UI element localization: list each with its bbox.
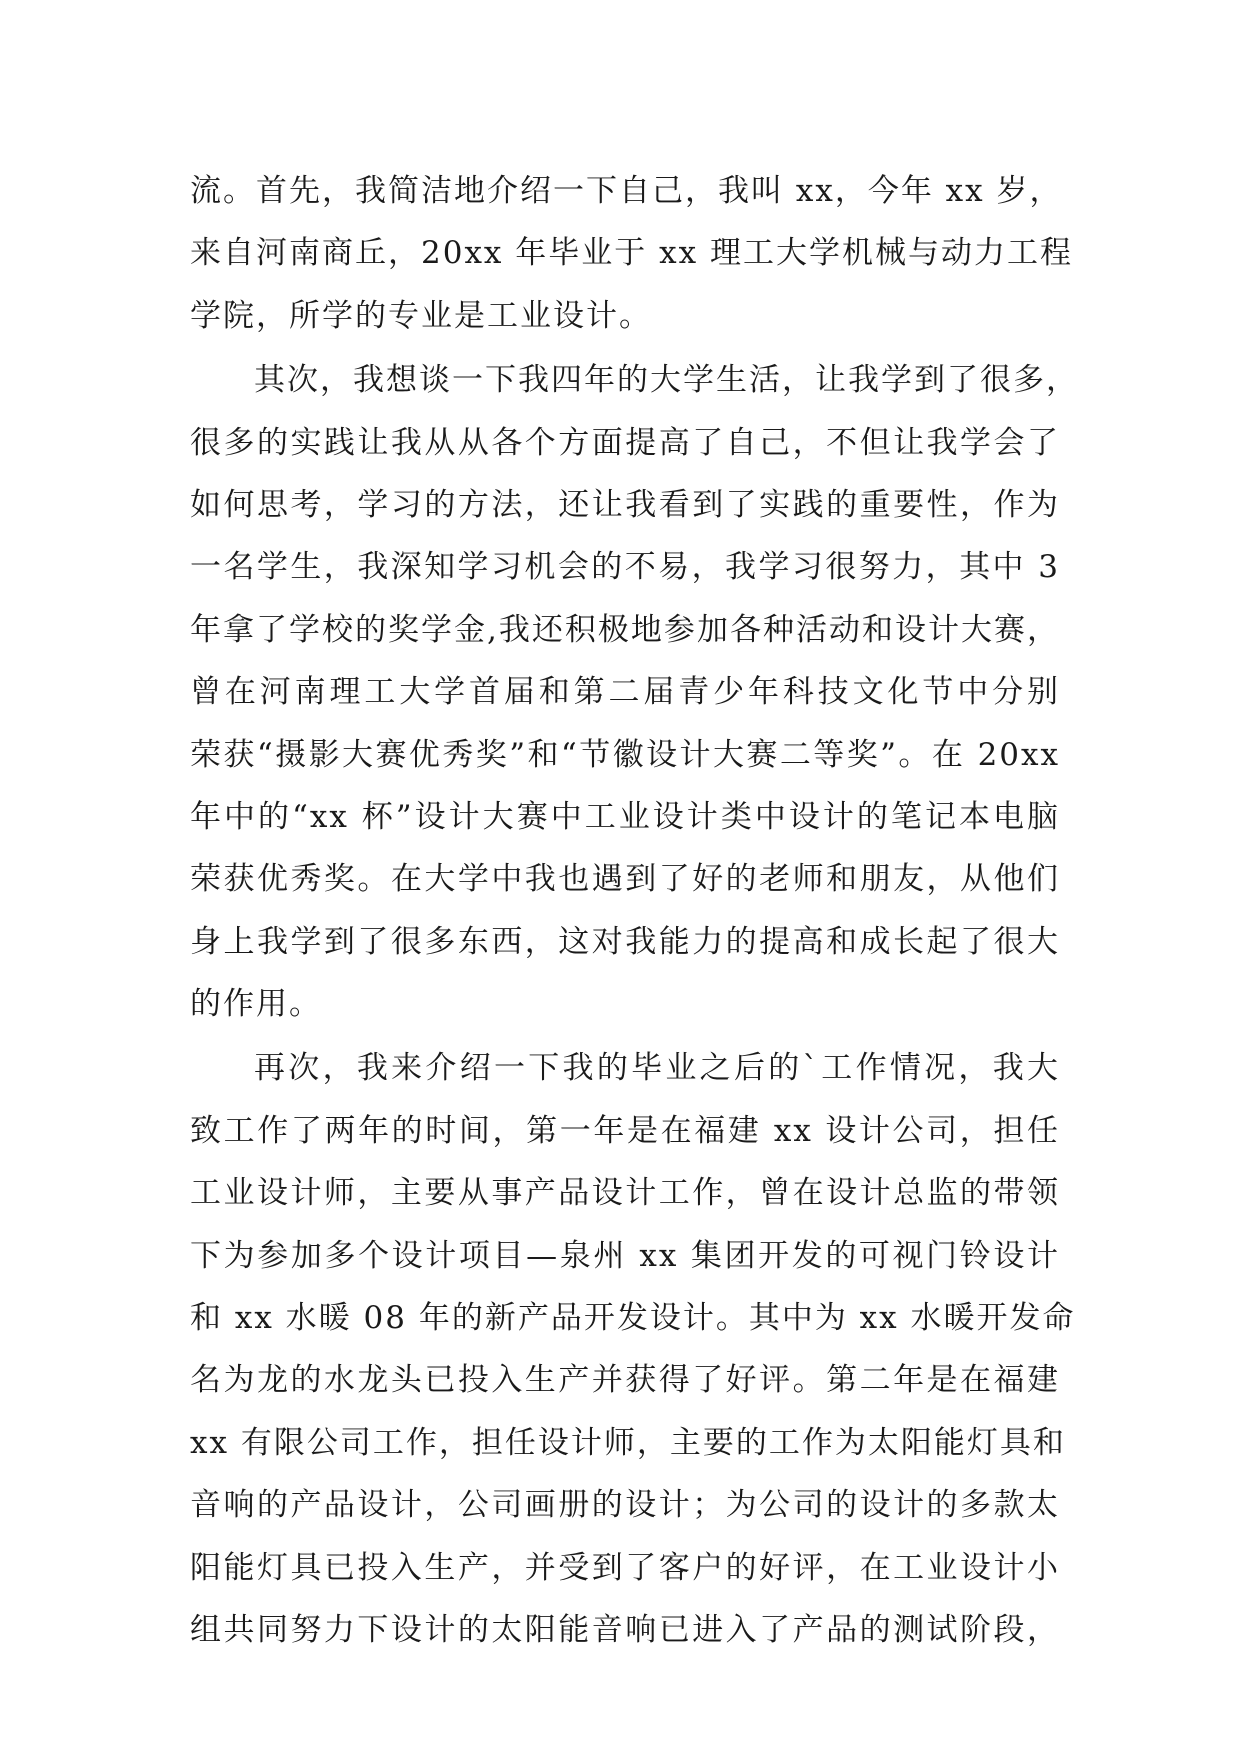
- text-line: 流。首先，我简洁地介绍一下自己，我叫 xx，今年 xx 岁，: [190, 173, 1063, 209]
- text-line: 荣获“摄影大赛优秀奖”和“节徽设计大赛二等奖”。在 20xx: [190, 736, 1060, 773]
- text-line: 再次，我来介绍一下我的毕业之后的`工作情况，我大: [254, 1050, 1060, 1087]
- text-line: 年中的“xx 杯”设计大赛中工业设计类中设计的笔记本电脑: [190, 798, 1060, 835]
- text-line: 致工作了两年的时间，第一年是在福建 xx 设计公司，担任: [190, 1112, 1060, 1149]
- text-line: 一名学生，我深知学习机会的不易，我学习很努力，其中 3: [190, 549, 1060, 586]
- text-line: 很多的实践让我从从各个方面提高了自己，不但让我学会了: [190, 424, 1060, 461]
- text-line: 组共同努力下设计的太阳能音响已进入了产品的测试阶段，: [190, 1611, 1060, 1648]
- text-line: xx 有限公司工作，担任设计师，主要的工作为太阳能灯具和: [190, 1424, 1066, 1461]
- text-line: 学院，所学的专业是工业设计。: [190, 297, 652, 334]
- text-line: 荣获优秀奖。在大学中我也遇到了好的老师和朋友，从他们: [190, 861, 1060, 898]
- text-line: 如何思考，学习的方法，还让我看到了实践的重要性，作为: [190, 486, 1060, 523]
- text-line: 年拿了学校的奖学金,我还积极地参加各种活动和设计大赛，: [190, 611, 1060, 648]
- text-line: 身上我学到了很多东西，这对我能力的提高和成长起了很大: [190, 923, 1060, 960]
- text-line: 的作用。: [190, 986, 322, 1023]
- paragraph-work-experience: [190, 1037, 1076, 1661]
- document-body: [190, 160, 1079, 1661]
- paragraph-intro: [190, 160, 1073, 347]
- text-line: 名为龙的水龙头已投入生产并获得了好评。第二年是在福建: [190, 1362, 1060, 1399]
- text-line: 和 xx 水暖 08 年的新产品开发设计。其中为 xx 水暖开发命: [190, 1300, 1076, 1337]
- text-line: 音响的产品设计，公司画册的设计；为公司的设计的多款太: [190, 1487, 1060, 1524]
- text-line: 其次，我想谈一下我四年的大学生活，让我学到了很多，: [254, 362, 1079, 399]
- text-line: 下为参加多个设计项目—泉州 xx 集团开发的可视门铃设计: [190, 1237, 1060, 1274]
- text-line: 工业设计师，主要从事产品设计工作，曾在设计总监的带领: [190, 1175, 1060, 1212]
- text-line: 曾在河南理工大学首届和第二届青少年科技文化节中分别: [190, 674, 1060, 711]
- text-line: 来自河南商丘，20xx 年毕业于 xx 理工大学机械与动力工程: [190, 235, 1073, 272]
- text-line: 阳能灯具已投入生产，并受到了客户的好评，在工业设计小: [190, 1549, 1060, 1586]
- paragraph-university-life: [190, 349, 1079, 1035]
